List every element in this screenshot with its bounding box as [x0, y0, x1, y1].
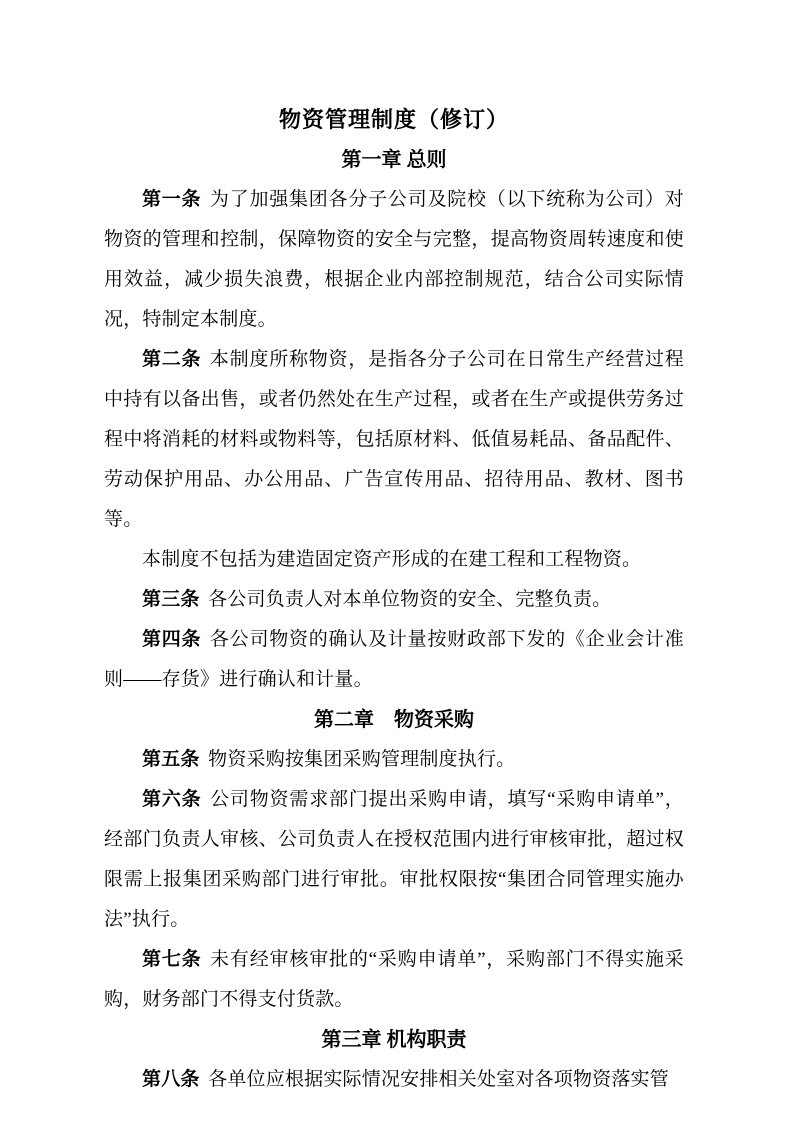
article-paragraph: 第八条 各单位应根据实际情况安排相关处室对各项物资落实管 — [142, 1069, 669, 1090]
article-number: 第六条 — [142, 789, 202, 810]
article-paragraph: 第七条 未有经审核审批的“采购申请单”，采购部门不得实施采购，财务部门不得支付货款。 — [104, 949, 684, 1010]
article-paragraph: 第一条 为了加强集团各分子公司及院校（以下统称为公司）对物资的管理和控制，保障物资的安全与完整，提高物资周转速度和使用效益，减少损失浪费，根据企业内部控制规范，结合公司实际情况，特制定本制度。 — [104, 189, 684, 330]
article-number: 第八条 — [142, 1069, 200, 1090]
chapter-heading: 第二章 物资采购 — [314, 709, 474, 731]
article-paragraph: 第二条 本制度所称物资，是指各分子公司在日常生产经营过程中持有以备出售，或者仍然处在生产过程，或者在生产或提供劳务过程中将消耗的材料或物料等，包括原材料、低值易耗品、备品配件、劳动保护用品、办公用品、广告宣传用品、招待用品、教材、图书等。 — [104, 349, 684, 530]
chapter-heading: 第一章 总则 — [341, 149, 447, 171]
chapter-heading: 第三章 机构职责 — [321, 1029, 467, 1051]
article-number: 第一条 — [142, 189, 202, 210]
document-title: 物资管理制度（修订） — [278, 107, 509, 132]
article-number: 第四条 — [142, 629, 202, 650]
article-paragraph: 第六条 公司物资需求部门提出采购申请，填写“采购申请单”，经部门负责人审核、公司负责人在授权范围内进行审核审批，超过权限需上报集团采购部门进行审批。审批权限按“集团合同管理实施办法”执行。 — [104, 789, 684, 930]
article-number: 第七条 — [142, 949, 202, 970]
article-number: 第五条 — [142, 749, 200, 770]
article-number: 第三条 — [142, 589, 200, 610]
article-paragraph: 第四条 各公司物资的确认及计量按财政部下发的《企业会计准则——存货》进行确认和计量。 — [104, 629, 684, 690]
article-paragraph: 第三条 各公司负责人对本单位物资的安全、完整负责。 — [142, 589, 612, 610]
article-number: 第二条 — [142, 349, 202, 370]
document-body — [104, 140, 684, 1100]
article-paragraph: 第五条 物资采购按集团采购管理制度执行。 — [142, 749, 516, 770]
continuation-paragraph: 本制度不包括为建造固定资产形成的在建工程和工程物资。 — [142, 549, 642, 570]
